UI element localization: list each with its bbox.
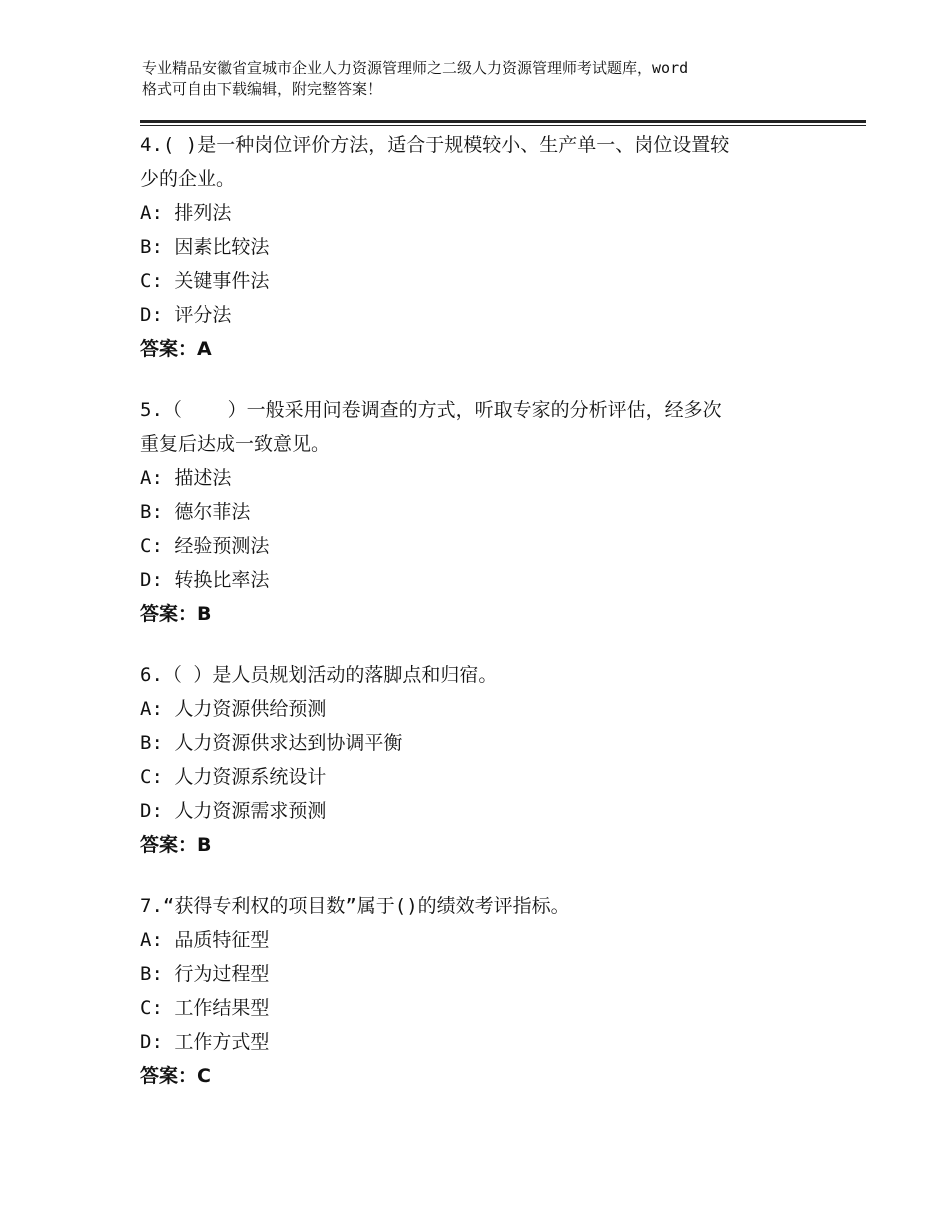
option-d: D: 人力资源需求预测 xyxy=(140,800,327,822)
question-list xyxy=(140,128,830,1120)
document-header xyxy=(142,58,832,100)
option-c: C: 经验预测法 xyxy=(140,535,270,557)
question-6 xyxy=(140,658,830,862)
answer-text: 答案：B xyxy=(140,834,212,856)
question-7 xyxy=(140,889,830,1093)
option-b: B: 人力资源供求达到协调平衡 xyxy=(140,732,403,754)
option-c: C: 人力资源系统设计 xyxy=(140,766,327,788)
option-a: A: 品质特征型 xyxy=(140,929,270,951)
option-a: A: 排列法 xyxy=(140,202,232,224)
header-rule-thick xyxy=(140,120,866,123)
header-line-1: 专业精品安徽省宣城市企业人力资源管理师之二级人力资源管理师考试题库，word xyxy=(142,59,689,77)
option-d: D: 评分法 xyxy=(140,304,232,326)
option-b: B: 行为过程型 xyxy=(140,963,270,985)
question-text-line: 4.( )是一种岗位评价方法，适合于规模较小、生产单一、岗位设置较 xyxy=(140,134,730,156)
option-b: B: 德尔菲法 xyxy=(140,501,251,523)
question-4 xyxy=(140,128,830,366)
question-text-line: 重复后达成一致意见。 xyxy=(140,433,331,455)
question-text-line: 6.（ ）是人员规划活动的落脚点和归宿。 xyxy=(140,664,498,686)
question-text-line: 7.“获得专利权的项目数”属于()的绩效考评指标。 xyxy=(140,895,570,917)
option-a: A: 描述法 xyxy=(140,467,232,489)
header-line-2: 格式可自由下载编辑，附完整答案！ xyxy=(142,80,383,98)
option-d: D: 工作方式型 xyxy=(140,1031,270,1053)
question-text-line: 5.（ ）一般采用问卷调查的方式，听取专家的分析评估，经多次 xyxy=(140,399,722,421)
option-c: C: 工作结果型 xyxy=(140,997,270,1019)
answer-text: 答案：A xyxy=(140,338,212,360)
option-d: D: 转换比率法 xyxy=(140,569,270,591)
option-b: B: 因素比较法 xyxy=(140,236,270,258)
answer-text: 答案：C xyxy=(140,1065,211,1087)
question-5 xyxy=(140,393,830,631)
option-a: A: 人力资源供给预测 xyxy=(140,698,327,720)
option-c: C: 关键事件法 xyxy=(140,270,270,292)
question-text-line: 少的企业。 xyxy=(140,168,236,190)
answer-text: 答案：B xyxy=(140,603,212,625)
header-rule-thin xyxy=(140,125,866,126)
